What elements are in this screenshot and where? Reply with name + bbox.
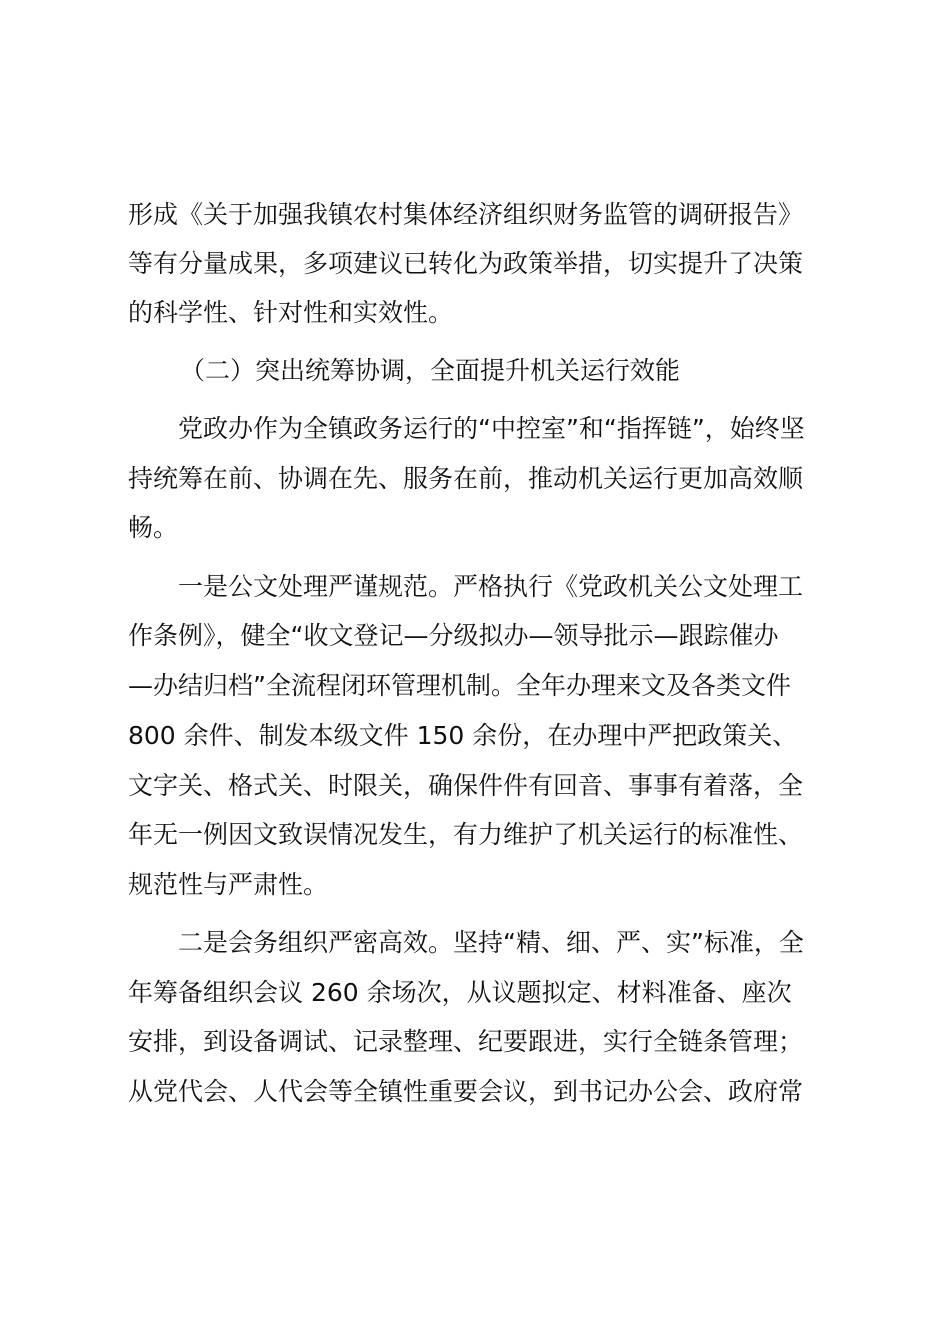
- paragraph-2-line-2: 持统筹在前、协调在先、服务在前，推动机关运行更加高效顺: [128, 464, 804, 493]
- paragraph-1-line-3: 的科学性、针对性和实效性。: [128, 298, 454, 327]
- paragraph-1-line-2: 等有分量成果，多项建议已转化为政策举措，切实提升了决策: [128, 249, 804, 278]
- paragraph-3-line-1: 一是公文处理严谨规范。严格执行《党政机关公文处理工: [178, 572, 804, 601]
- paragraph-4-line-2: 年筹备组织会议 260 余场次，从议题拟定、材料准备、座次: [128, 978, 792, 1007]
- paragraph-3-line-7: 规范性与严肃性。: [128, 870, 329, 899]
- paragraph-3-line-4: 800 余件、制发本级文件 150 余份，在办理中严把政策关、: [128, 721, 798, 750]
- paragraph-2-line-1: 党政办作为全镇政务运行的“中控室”和“指挥链”，始终坚: [178, 414, 805, 443]
- paragraph-3-line-6: 年无一例因文致误情况发生，有力维护了机关运行的标准性、: [128, 820, 804, 849]
- paragraph-3-line-5: 文字关、格式关、时限关，确保件件有回音、事事有着落，全: [128, 771, 804, 800]
- paragraph-3-line-2: 作条例》，健全“收文登记—分级拟办—领导批示—跟踪催办: [128, 621, 779, 650]
- paragraph-3-line-3: —办结归档”全流程闭环管理机制。全年办理来文及各类文件: [128, 671, 791, 700]
- paragraph-4-line-1: 二是会务组织严密高效。坚持“精、细、严、实”标准，全: [178, 928, 804, 957]
- paragraph-4-line-4: 从党代会、人代会等全镇性重要会议，到书记办公会、政府常: [128, 1077, 804, 1106]
- section-heading: （二）突出统筹协调，全面提升机关运行效能: [180, 356, 681, 385]
- paragraph-1-line-1: 形成《关于加强我镇农村集体经济组织财务监管的调研报告》: [128, 200, 804, 229]
- paragraph-4-line-3: 安排，到设备调试、记录整理、纪要跟进，实行全链条管理；: [128, 1027, 804, 1056]
- paragraph-2-line-3: 畅。: [128, 513, 179, 542]
